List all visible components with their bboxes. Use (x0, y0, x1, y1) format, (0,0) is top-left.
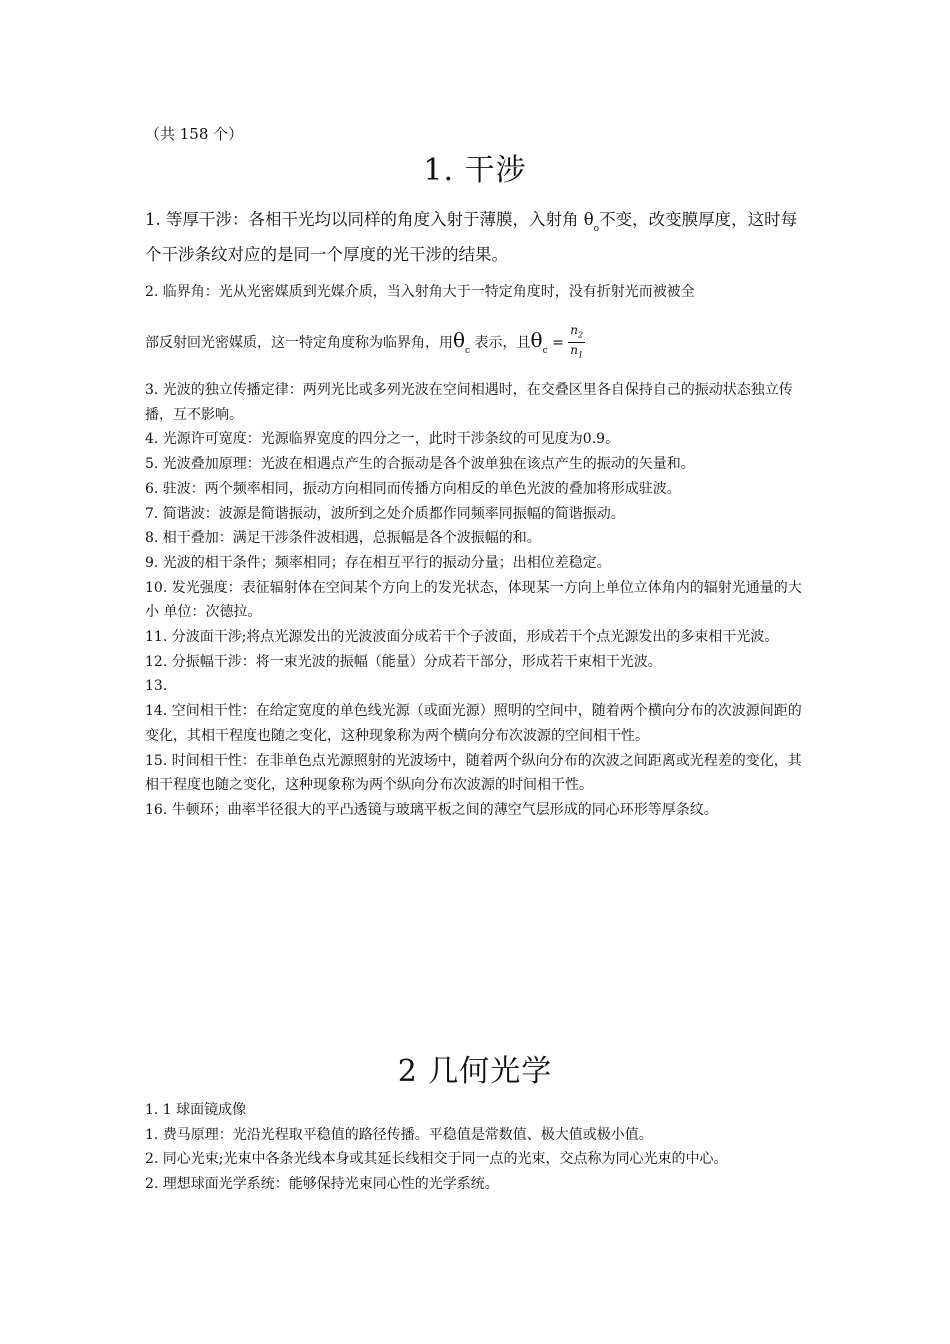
definition-item-2 (145, 280, 810, 362)
section-title-geometric-optics: 2 几何光学 (397, 1054, 553, 1089)
definition-item: 8. 相干叠加：满足干涉条件波相遇，总振幅是各个波振幅的和。 (145, 530, 541, 547)
definition-item: 10. 发光强度：表征辐射体在空间某个方向上的发光状态，体现某一方向上单位立体角内的辐射光通量的大小 单位：次德拉。 (145, 579, 802, 621)
definition-item: 14. 空间相干性：在给定宽度的单色线光源（或面光源）照明的空间中，随着两个横向分布的次波源间距的变化，其相干程度也随之变化，这种现象称为两个横向分布次波源的空间相干性。 (145, 703, 802, 744)
definition-item-2-line1: 2. 临界角：光从光密媒质到光媒介质，当入射角大于一特定角度时，没有折射光而被被全 (145, 284, 695, 300)
definition-list-2 (145, 1098, 810, 1197)
definition-item: 1. 1 球面镜成像 (145, 1102, 247, 1118)
definition-item: 6. 驻波：两个频率相同，振动方向相同而传播方向相反的单色光波的叠加将形成驻波。 (145, 480, 681, 497)
definition-item: 15. 时间相干性：在非单色点光源照射的光波场中，随着两个纵向分布的次波之间距离或光程差的变化，其相干程度也随之变化，这种现象称为两个纵向分布次波源的时间相干性。 (145, 752, 802, 794)
definition-item: 4. 光源许可宽度：光源临界宽度的四分之一，此时干涉条纹的可见度为0.9。 (145, 431, 620, 448)
definition-item: 5. 光波叠加原理：光波在相遇点产生的合振动是各个波单独在该点产生的振动的矢量和。 (145, 456, 695, 473)
definition-item: 3. 光波的独立传播定律：两列光比或多列光波在空间相遇时，在交叠区里各自保持自己的振动状态独立传播，互不影响。 (145, 382, 793, 423)
critical-angle-fraction: $\frac{n_2}{n_1}$ (570, 322, 584, 360)
definition-item: 12. 分振幅干涉：将一束光波的振幅（能量）分成若干部分，形成若干束相干光波。 (145, 653, 662, 670)
definition-item: 7. 简谐波：波源是简谐振动，波所到之处介质都作同频率同振幅的简谐振动。 (145, 505, 625, 522)
definition-item: 9. 光波的相干条件；频率相同；存在相互平行的振动分量；出相位差稳定。 (145, 554, 611, 571)
definition-item-1: 1. 等厚干涉：各相干光均以同样的角度入射于薄膜，入射角 $\theta_o$不变，改变膜厚度，这时每个干涉条纹对应的是同一个厚度的光干涉的结果。 (145, 210, 798, 264)
definition-item: 16. 牛顿环；曲率半径很大的平凸透镜与玻璃平板之间的薄空气层形成的同心环形等厚条纹。 (145, 801, 718, 818)
definition-item: 2. 同心光束;光束中各条光线本身或其延长线相交于同一点的光束，交点称为同心光束的中心。 (145, 1151, 728, 1168)
definition-item: 13. (145, 678, 168, 695)
definition-item: 1. 费马原理：光沿光程取平稳值的路径传播。平稳值是常数值、极大值或极小值。 (145, 1126, 653, 1143)
definition-list-1 (145, 378, 810, 823)
section-title-interference: 1. 干涉 (423, 153, 527, 188)
definition-item: 11. 分波面干涉;将点光源发出的光波波面分成若干个子波面，形成若干个点光源发出的多束相干光波。 (145, 629, 779, 646)
definition-item: 2. 理想球面光学系统：能够保持光束同心性的光学系统。 (145, 1176, 499, 1193)
item-count-label: （共 158 个） (145, 125, 244, 143)
definition-item-2-line2: 部反射回光密媒质，这一特定角度称为临界角，用$\theta_c$ 表示，且$\theta_c$ = $\frac{n_2}{n_1}$ (145, 323, 810, 363)
